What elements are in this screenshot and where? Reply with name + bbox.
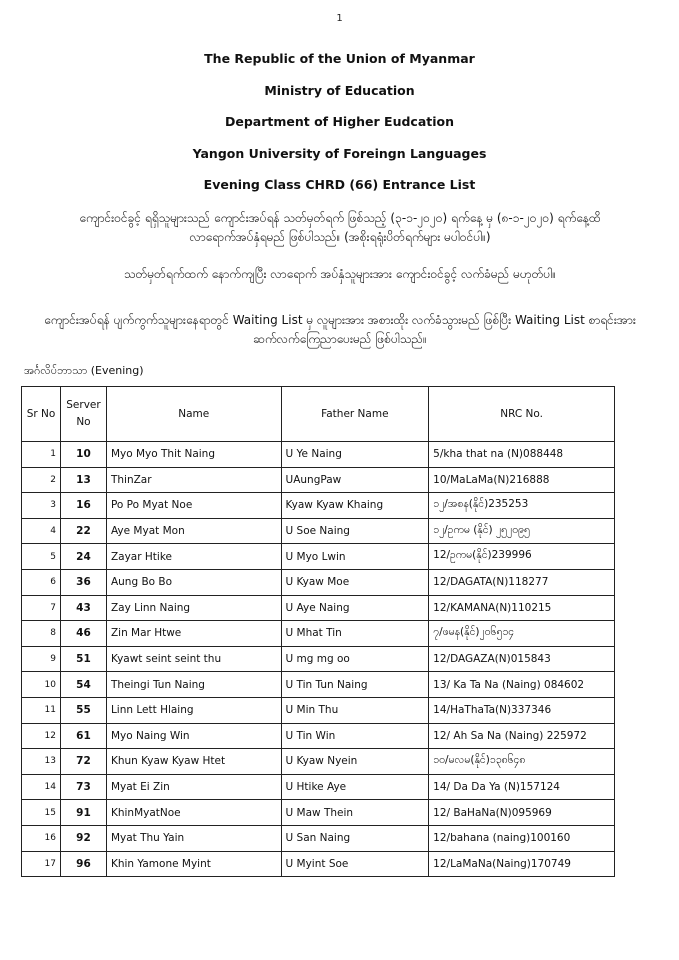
name-cell: KhinMyatNoe: [106, 800, 281, 826]
table-caption: အင်္ဂလိပ်ဘာသာ (Evening): [24, 364, 144, 377]
father-name-cell: Kyaw Kyaw Khaing: [281, 493, 429, 519]
table-body: [22, 442, 615, 877]
server-no-cell: 43: [60, 595, 106, 621]
father-name-cell: UAungPaw: [281, 467, 429, 493]
nrc-cell: 12/ Ah Sa Na (Naing) 225972: [429, 723, 615, 749]
notice-line: လာရောက်အပ်နှံရမည် ဖြစ်ပါသည်။ (အစိုးရရုံးပိတ်ရက်များ မပါဝင်ပါ။): [189, 230, 491, 244]
sr-no-cell: 11: [22, 697, 61, 723]
table-row: [22, 518, 615, 544]
table-row: [22, 672, 615, 698]
name-cell: Khun Kyaw Kyaw Htet: [106, 749, 281, 775]
sr-no-cell: 7: [22, 595, 61, 621]
sr-no-cell: 12: [22, 723, 61, 749]
name-cell: ThinZar: [106, 467, 281, 493]
name-cell: Khin Yamone Myint: [106, 851, 281, 877]
server-no-cell: 91: [60, 800, 106, 826]
father-name-cell: U San Naing: [281, 825, 429, 851]
table-row: [22, 646, 615, 672]
notice-line: သတ်မှတ်ရက်ထက် နောက်ကျပြီး လာရောက် အပ်နှံသူများအား ကျောင်းဝင်ခွင့် လက်ခံမည် မဟုတ်ပါ။: [124, 267, 556, 281]
nrc-cell: 5/kha that na (N)088448: [429, 442, 615, 468]
nrc-cell: 12/DAGATA(N)118277: [429, 569, 615, 595]
table-row: [22, 569, 615, 595]
table-row: [22, 697, 615, 723]
name-cell: Myo Naing Win: [106, 723, 281, 749]
server-no-cell: 73: [60, 774, 106, 800]
notice-registration-dates: [20, 209, 660, 247]
nrc-cell: 12/DAGAZA(N)015843: [429, 646, 615, 672]
nrc-cell: 12/bahana (naing)100160: [429, 825, 615, 851]
heading-republic: The Republic of the Union of Myanmar: [204, 51, 475, 66]
sr-no-cell: 14: [22, 774, 61, 800]
server-no-cell: 54: [60, 672, 106, 698]
sr-no-cell: 16: [22, 825, 61, 851]
sr-no-cell: 6: [22, 569, 61, 595]
table-row: [22, 723, 615, 749]
name-cell: Zay Linn Naing: [106, 595, 281, 621]
name-cell: Zayar Htike: [106, 544, 281, 570]
table-row: [22, 544, 615, 570]
header-server-no: [60, 387, 106, 442]
name-cell: Linn Lett Hlaing: [106, 697, 281, 723]
father-name-cell: U mg mg oo: [281, 646, 429, 672]
server-no-cell: 51: [60, 646, 106, 672]
sr-no-cell: 17: [22, 851, 61, 877]
notice-line: ဆက်လက်ကြေညာပေးမည် ဖြစ်ပါသည်။: [253, 332, 427, 346]
father-name-cell: U Maw Thein: [281, 800, 429, 826]
table-row: [22, 825, 615, 851]
table-row: [22, 467, 615, 493]
header-server-line2: No: [76, 416, 91, 428]
nrc-cell: 12/KAMANA(N)110215: [429, 595, 615, 621]
server-no-cell: 61: [60, 723, 106, 749]
table-row: [22, 774, 615, 800]
server-no-cell: 96: [60, 851, 106, 877]
name-cell: Theingi Tun Naing: [106, 672, 281, 698]
name-cell: Aye Myat Mon: [106, 518, 281, 544]
table-header: [22, 387, 615, 442]
server-no-cell: 24: [60, 544, 106, 570]
father-name-cell: U Soe Naing: [281, 518, 429, 544]
nrc-cell: ၁၂/အစန(နိုင်)235253: [429, 493, 615, 519]
name-cell: Aung Bo Bo: [106, 569, 281, 595]
nrc-cell: 10/MaLaMa(N)216888: [429, 467, 615, 493]
sr-no-cell: 13: [22, 749, 61, 775]
table-row: [22, 851, 615, 877]
page-number: 1: [336, 13, 343, 24]
server-no-cell: 22: [60, 518, 106, 544]
name-cell: Myat Ei Zin: [106, 774, 281, 800]
sr-no-cell: 5: [22, 544, 61, 570]
father-name-cell: U Ye Naing: [281, 442, 429, 468]
document-headings: [0, 51, 679, 209]
heading-ministry: Ministry of Education: [264, 82, 415, 98]
header-nrc-no: NRC No.: [429, 387, 615, 442]
server-no-cell: 10: [60, 442, 106, 468]
heading-department: Department of Higher Eudcation: [224, 114, 455, 129]
nrc-cell: 12/LaMaNa(Naing)170749: [429, 851, 615, 877]
father-name-cell: U Tin Tun Naing: [281, 672, 429, 698]
sr-no-cell: 9: [22, 646, 61, 672]
header-row: [22, 387, 615, 442]
father-name-cell: U Aye Naing: [281, 595, 429, 621]
name-cell: Zin Mar Htwe: [106, 621, 281, 647]
nrc-cell: 14/HaThaTa(N)337346: [429, 697, 615, 723]
notice-waiting-list: [20, 311, 660, 349]
sr-no-cell: 2: [22, 467, 61, 493]
table-row: [22, 493, 615, 519]
server-no-cell: 55: [60, 697, 106, 723]
entrance-list-table: [21, 386, 615, 877]
father-name-cell: U Kyaw Nyein: [281, 749, 429, 775]
sr-no-cell: 1: [22, 442, 61, 468]
father-name-cell: U Min Thu: [281, 697, 429, 723]
nrc-cell: 12/ဥကမ(နိုင်)239996: [429, 544, 615, 570]
server-no-cell: 92: [60, 825, 106, 851]
sr-no-cell: 15: [22, 800, 61, 826]
father-name-cell: U Myint Soe: [281, 851, 429, 877]
father-name-cell: U Kyaw Moe: [281, 569, 429, 595]
server-no-cell: 72: [60, 749, 106, 775]
table-row: [22, 800, 615, 826]
header-sr-no: Sr No: [22, 387, 61, 442]
nrc-cell: 13/ Ka Ta Na (Naing) 084602: [429, 672, 615, 698]
father-name-cell: U Myo Lwin: [281, 544, 429, 570]
father-name-cell: U Tin Win: [281, 723, 429, 749]
table-row: [22, 595, 615, 621]
nrc-cell: ၇/ဖမန(နိုင်)၂၀၆၅၁၄: [429, 621, 615, 647]
server-no-cell: 46: [60, 621, 106, 647]
father-name-cell: U Mhat Tin: [281, 621, 429, 647]
table-row: [22, 442, 615, 468]
nrc-cell: 14/ Da Da Ya (N)157124: [429, 774, 615, 800]
header-father-name: Father Name: [281, 387, 429, 442]
father-name-cell: U Htike Aye: [281, 774, 429, 800]
notice-line: ကျောင်းဝင်ခွင့် ရရှိသူများသည် ကျောင်းအပ်ရန် သတ်မှတ်ရက် ဖြစ်သည့် (၃-၁-၂၀၂၀) ရက်နေ့ မှ (၈-၁-၂၀၂၀) ရက်နေ့ထိ: [79, 211, 601, 225]
table-row: [22, 749, 615, 775]
name-cell: Myat Thu Yain: [106, 825, 281, 851]
name-cell: Po Po Myat Noe: [106, 493, 281, 519]
header-name: Name: [106, 387, 281, 442]
name-cell: Myo Myo Thit Naing: [106, 442, 281, 468]
heading-university: Yangon University of Foreingn Languages: [192, 145, 487, 161]
sr-no-cell: 4: [22, 518, 61, 544]
name-cell: Kyawt seint seint thu: [106, 646, 281, 672]
server-no-cell: 13: [60, 467, 106, 493]
nrc-cell: ၁၀/မလမ(နိုင်)၁၃၈၆၄၈: [429, 749, 615, 775]
sr-no-cell: 10: [22, 672, 61, 698]
heading-list-title: Evening Class CHRD (66) Entrance List: [203, 177, 476, 192]
nrc-cell: 12/ BaHaNa(N)095969: [429, 800, 615, 826]
sr-no-cell: 8: [22, 621, 61, 647]
table-row: [22, 621, 615, 647]
notice-line: ကျောင်းအပ်ရန် ပျက်ကွက်သူများနေရာတွင် Waiting List မှ လူများအား အစားထိုး လက်ခံသွားမည် ဖြစ်ပြီး Waiting List စာရင်းအား: [44, 313, 636, 327]
sr-no-cell: 3: [22, 493, 61, 519]
notice-late-registration: [20, 265, 660, 284]
nrc-cell: ၁၂/ဥကမ (နိုင်) ၂၅၂၀၉၅: [429, 518, 615, 544]
header-server-line1: Server: [66, 399, 101, 411]
server-no-cell: 16: [60, 493, 106, 519]
server-no-cell: 36: [60, 569, 106, 595]
